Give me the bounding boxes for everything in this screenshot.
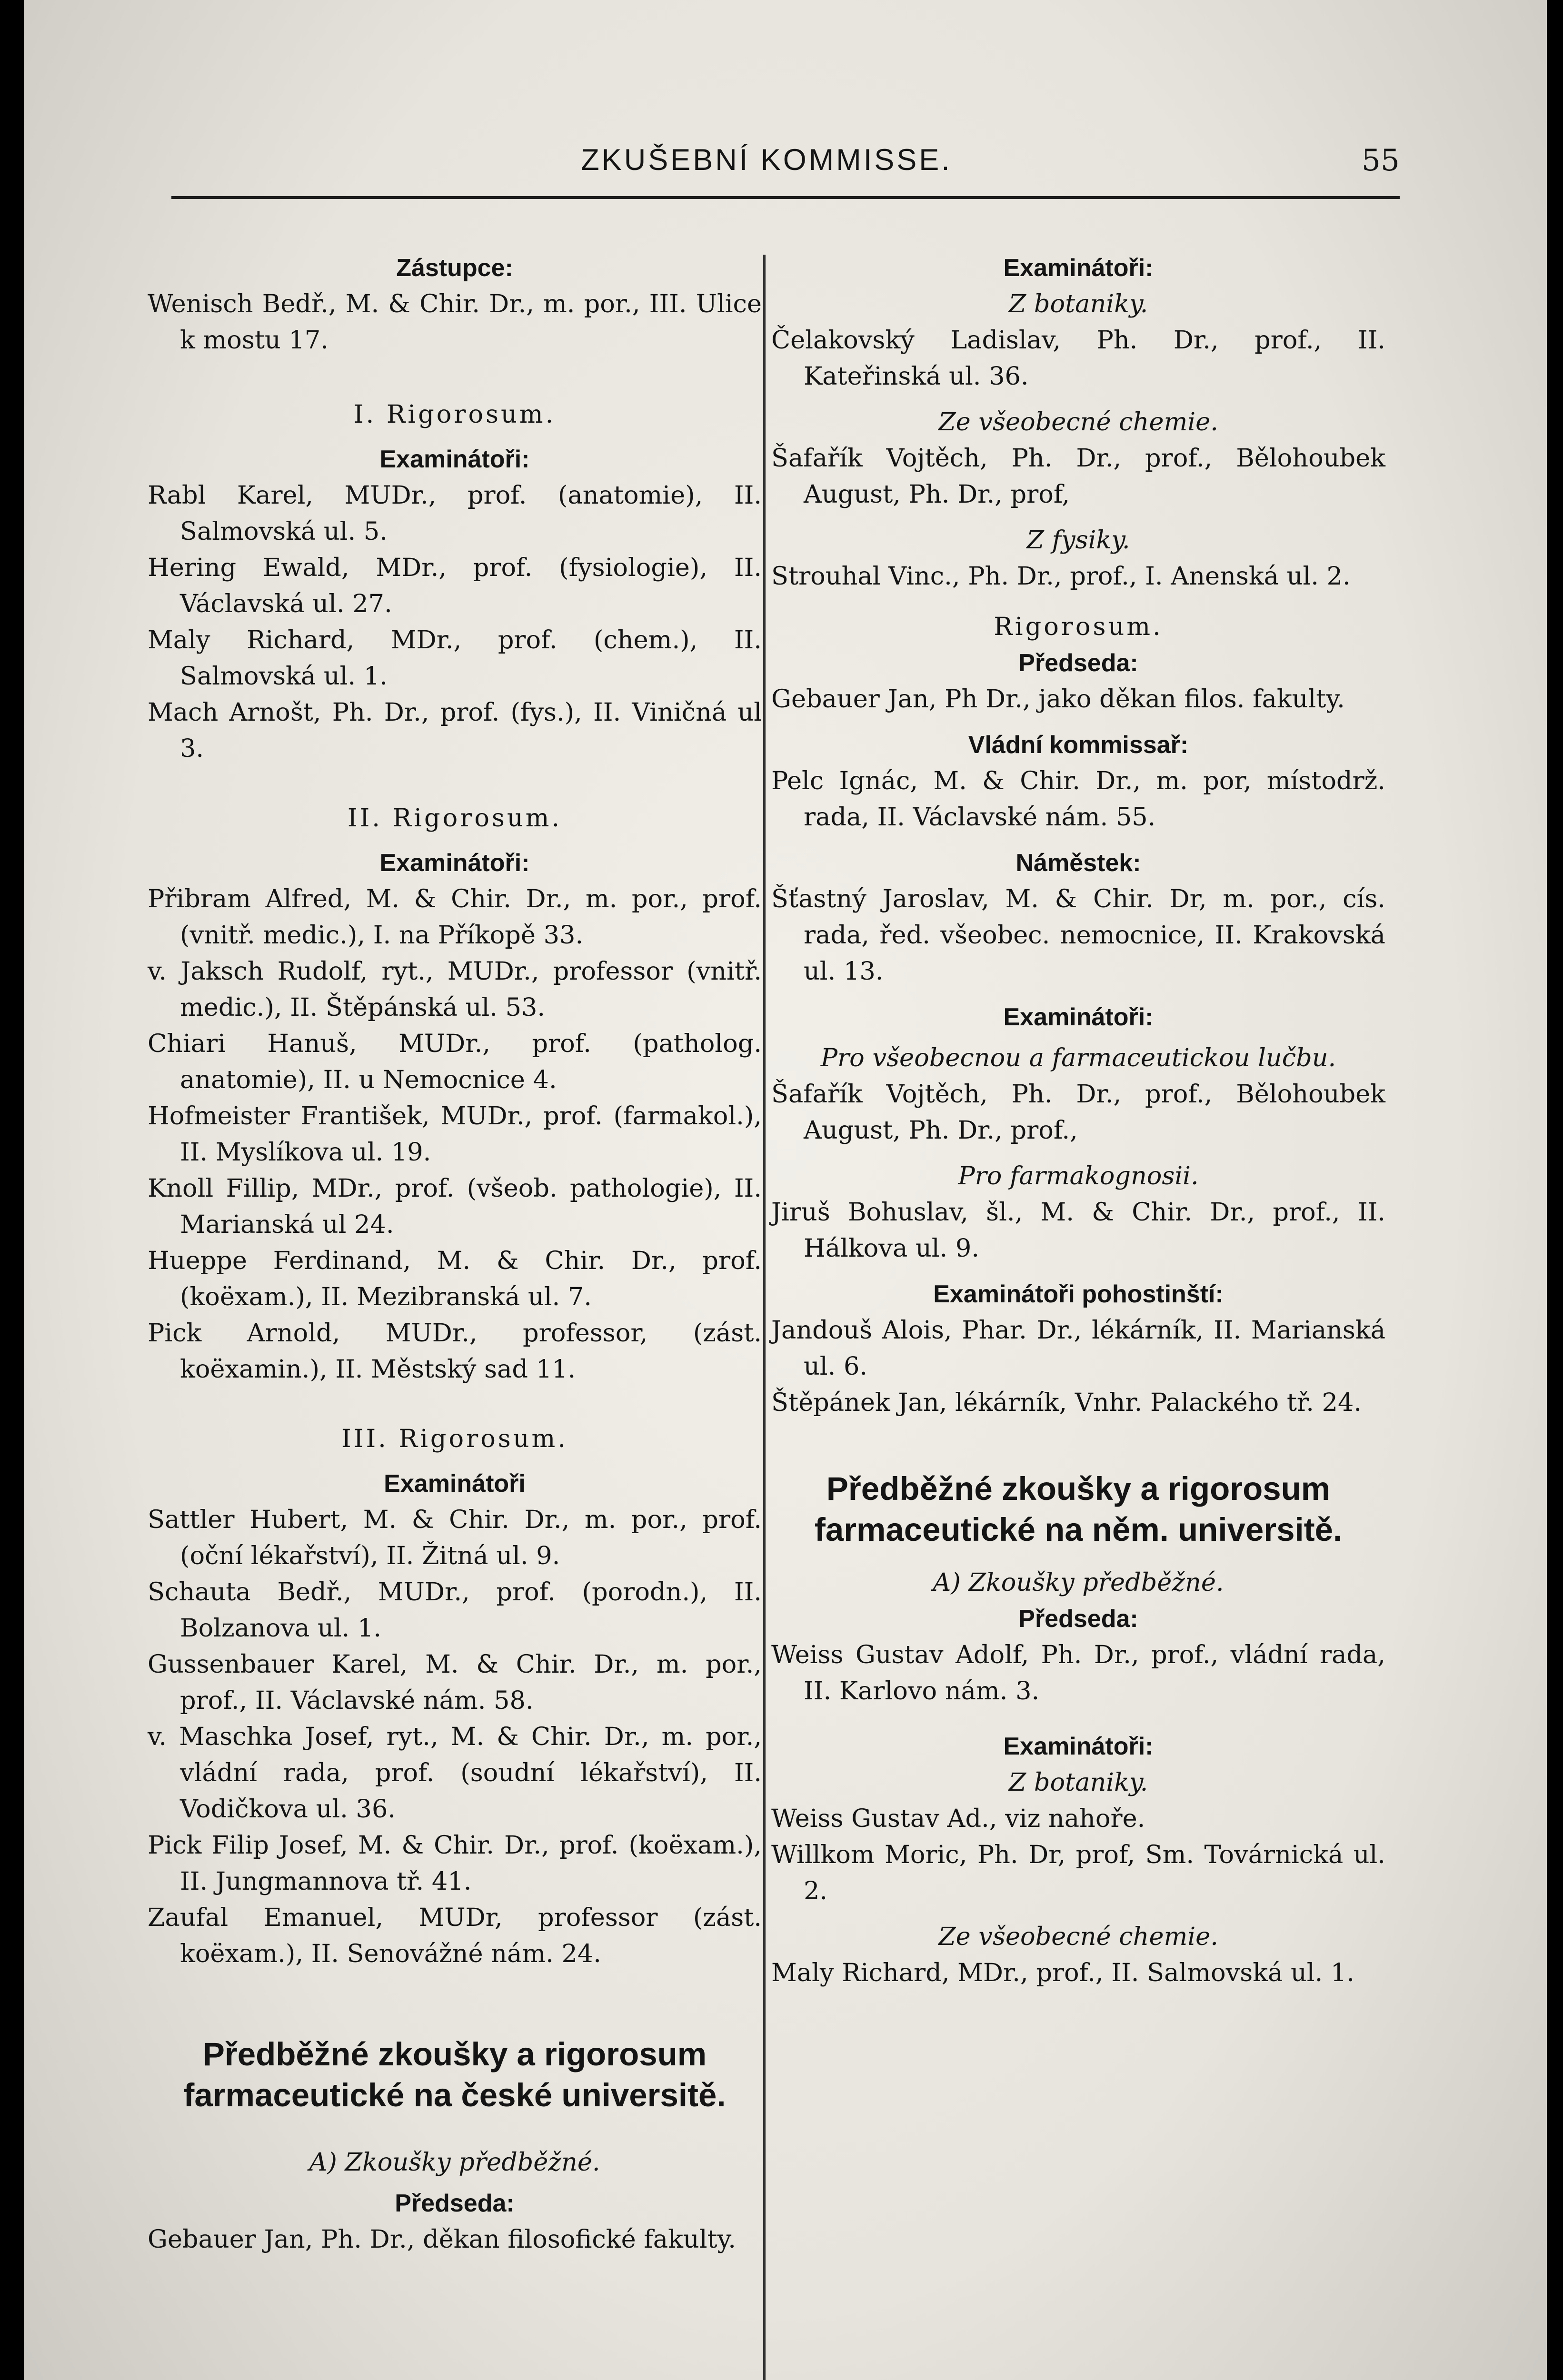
list-item: Schauta Bedř., MUDr., prof. (porodn.), II. Bolzanova ul. 1. xyxy=(148,1577,762,1643)
list-item: Chiari Hanuš, MUDr., prof. (patholog. anatomie), II. u Nemocnice 4. xyxy=(148,1029,762,1094)
right-column xyxy=(771,250,1385,1991)
list-item: Jiruš Bohuslav, šl., M. & Chir. Dr., prof., II. Hálkova ul. 9. xyxy=(771,1198,1385,1263)
list-item: Maly Richard, MDr., prof., II. Salmovská ul. 1. xyxy=(771,1958,1355,1987)
zastupce-entry: Wenisch Bedř., M. & Chir. Dr., m. por., III. Ulice k mostu 17. xyxy=(148,289,762,355)
left-column xyxy=(148,250,762,2258)
botany-label-2: Z botaniky. xyxy=(1008,1768,1148,1797)
section-heading-german-university: Předběžné zkoušky a rigorosum farmaceutické na něm. universitě. xyxy=(814,1470,1343,1548)
list-item: Šafařík Vojtěch, Ph. Dr., prof., Bělohoubek August, Ph. Dr., prof., xyxy=(771,1080,1385,1145)
rigorosum-1-title: I. Rigorosum. xyxy=(353,400,556,429)
section-heading-czech-university: Předběžné zkoušky a rigorosum farmaceutické na české universitě. xyxy=(183,2036,726,2113)
pharmacy-chemistry-label: Pro všeobecnou a farmaceutickou lučbu. xyxy=(820,1043,1336,1072)
list-item: v. Jaksch Rudolf, ryt., MUDr., professor (vnitř. medic.), II. Štěpánská ul. 53. xyxy=(148,957,762,1022)
predseda-label-2: Předseda: xyxy=(1018,1605,1138,1633)
column-divider xyxy=(763,255,766,2380)
list-item: Hueppe Ferdinand, M. & Chir. Dr., prof. (koëxam.), II. Mezibranská ul. 7. xyxy=(148,1246,762,1311)
chemistry-label: Ze všeobecné chemie. xyxy=(938,407,1218,436)
list-item: Mach Arnošt, Ph. Dr., prof. (fys.), II. Viničná ul 3. xyxy=(148,698,762,763)
header-rule xyxy=(171,196,1400,199)
zastupce-label: Zástupce: xyxy=(396,254,513,282)
examiners-label-3: Examinátoři: xyxy=(1003,1733,1154,1760)
list-item: Hofmeister František, MUDr., prof. (farmakol.), II. Myslíkova ul. 19. xyxy=(148,1101,762,1167)
list-item: Čelakovský Ladislav, Ph. Dr., prof., II. Kateřinská ul. 36. xyxy=(771,326,1385,391)
running-head: ZKUŠEBNÍ KOMMISSE. xyxy=(581,143,952,177)
rigorosum-3-title: III. Rigorosum. xyxy=(341,1424,568,1453)
book-page xyxy=(24,0,1547,2380)
predseda-entry: Gebauer Jan, Ph. Dr., děkan filosofické fakulty. xyxy=(148,2225,736,2254)
commissioner-label: Vládní kommissař: xyxy=(968,731,1189,759)
list-item: Strouhal Vinc., Ph. Dr., prof., I. Anenská ul. 2. xyxy=(771,562,1351,591)
rigorosum-3-examiners-label: Examinátoři xyxy=(384,1470,526,1497)
scan-border-right xyxy=(1547,0,1563,2380)
predseda-label: Předseda: xyxy=(395,2190,515,2217)
list-item: Pick Filip Josef, M. & Chir. Dr., prof. (koëxam.), II. Jungmannova tř. 41. xyxy=(148,1831,762,1896)
list-item: Weiss Gustav Ad., viz nahoře. xyxy=(771,1804,1145,1833)
list-item: Štěpánek Jan, lékárník, Vnhr. Palackého tř. 24. xyxy=(771,1388,1362,1417)
page-number: 55 xyxy=(1361,143,1400,178)
list-item: Rabl Karel, MUDr., prof. (anatomie), II. Salmovská ul. 5. xyxy=(148,481,762,546)
list-item: Willkom Moric, Ph. Dr, prof, Sm. Továrnická ul. 2. xyxy=(771,1840,1385,1905)
list-item: Knoll Fillip, MDr., prof. (všeob. pathologie), II. Marianská ul 24. xyxy=(148,1174,762,1239)
list-item: Sattler Hubert, M. & Chir. Dr., m. por., prof. (oční lékařství), II. Žitná ul. 9. xyxy=(148,1505,762,1570)
rigorosum-2-title: II. Rigorosum. xyxy=(347,803,562,833)
list-item: v. Maschka Josef, ryt., M. & Chir. Dr., m. por., vládní rada, prof. (soudní lékařství), II. Vodičkova ul. 36. xyxy=(148,1722,762,1824)
examiners-label: Examinátoři: xyxy=(1003,254,1154,282)
examiners-label-2: Examinátoři: xyxy=(1003,1003,1154,1031)
botany-label: Z botaniky. xyxy=(1008,289,1148,318)
physics-label: Z fysiky. xyxy=(1026,526,1130,555)
rigorosum-1-examiners-label: Examinátoři: xyxy=(379,446,530,473)
rigorosum-title: Rigorosum. xyxy=(994,612,1163,641)
subsection-preliminary-exams: A) Zkoušky předběžné. xyxy=(933,1568,1224,1597)
list-item: Maly Richard, MDr., prof. (chem.), II. Salmovská ul. 1. xyxy=(148,625,762,691)
list-item: Pelc Ignác, M. & Chir. Dr., m. por, místodrž. rada, II. Václavské nám. 55. xyxy=(771,766,1385,832)
scan-border-left xyxy=(0,0,24,2380)
list-item: Jandouš Alois, Phar. Dr., lékárník, II. Marianská ul. 6. xyxy=(771,1316,1385,1381)
predseda-label: Předseda: xyxy=(1018,649,1138,677)
list-item: Šafařík Vojtěch, Ph. Dr., prof., Bělohoubek August, Ph. Dr., prof, xyxy=(771,444,1385,509)
deputy-label: Náměstek: xyxy=(1015,849,1141,877)
list-item: Přibram Alfred, M. & Chir. Dr., m. por., prof. (vnitř. medic.), I. na Příkopě 33. xyxy=(148,884,762,950)
rigorosum-2-examiners-label: Examinátoři: xyxy=(379,849,530,877)
list-item: Pick Arnold, MUDr., professor, (zást. koëxamin.), II. Městský sad 11. xyxy=(148,1319,762,1384)
list-item: Zaufal Emanuel, MUDr, professor (zást. koëxam.), II. Senovážné nám. 24. xyxy=(148,1903,762,1968)
list-item: Šťastný Jaroslav, M. & Chir. Dr, m. por., cís. rada, řed. všeobec. nemocnice, II. Krakovská ul. 13. xyxy=(771,884,1385,986)
page-header xyxy=(133,143,1400,195)
list-item: Gebauer Jan, Ph Dr., jako děkan filos. fakulty. xyxy=(771,684,1345,714)
chemistry-label-2: Ze všeobecné chemie. xyxy=(938,1922,1218,1951)
list-item: Weiss Gustav Adolf, Ph. Dr., prof., vládní rada, II. Karlovo nám. 3. xyxy=(771,1640,1385,1706)
guest-examiners-label: Examinátoři pohostinští: xyxy=(933,1280,1224,1308)
list-item: Hering Ewald, MDr., prof. (fysiologie), II. Václavská ul. 27. xyxy=(148,553,762,618)
pharmacognosy-label: Pro farmakognosii. xyxy=(958,1161,1199,1190)
list-item: Gussenbauer Karel, M. & Chir. Dr., m. por., prof., II. Václavské nám. 58. xyxy=(148,1650,762,1715)
subsection-preliminary-exams: A) Zkoušky předběžné. xyxy=(309,2148,600,2177)
